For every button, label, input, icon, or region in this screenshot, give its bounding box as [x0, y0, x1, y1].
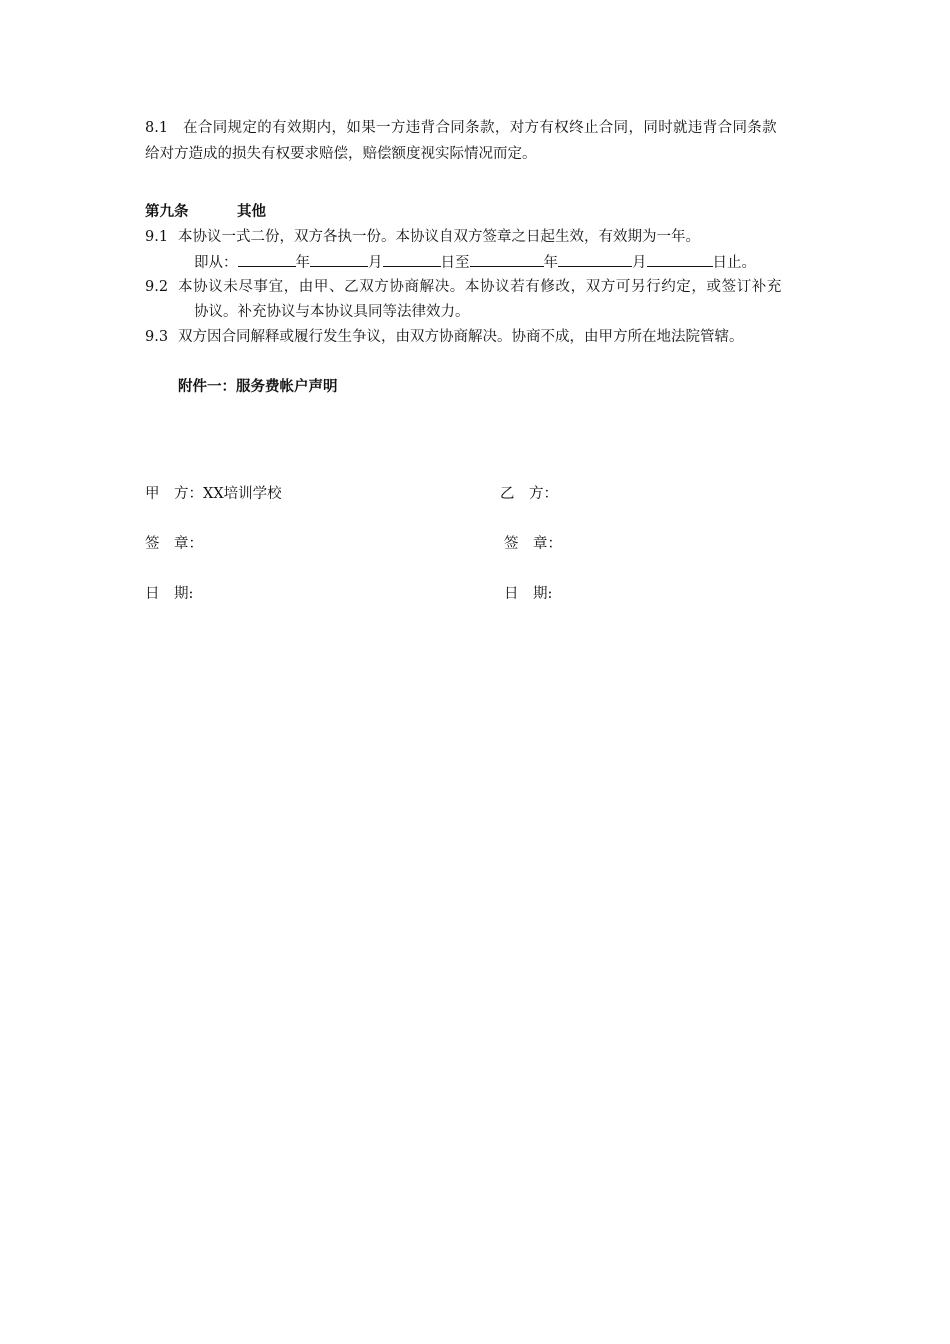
end-day-blank[interactable] [647, 252, 713, 267]
clause-8-1-line1 [145, 118, 777, 138]
year-label: 年 [295, 255, 310, 271]
clause-text: 本协议未尽事宜，由甲、乙双方协商解决。本协议若有修改，双方可另行约定，或签订补充 [178, 279, 782, 295]
year-blank[interactable] [238, 252, 296, 267]
party-a-label: 甲 方： [145, 486, 203, 502]
section-number: 第九条 [145, 203, 189, 220]
clause-number: 8.1 [145, 120, 169, 136]
validity-period-line [194, 252, 756, 273]
party-a-row [145, 484, 282, 504]
end-day-label: 日止。 [712, 255, 756, 271]
clause-number: 9.3 [145, 329, 169, 345]
party-a-name: XX培训学校 [203, 486, 282, 502]
clause-9-3 [145, 327, 744, 347]
clause-9-1 [145, 227, 700, 247]
clause-text: 协议。补充协议与本协议具同等法律效力。 [194, 304, 470, 320]
end-year-blank[interactable] [470, 252, 544, 267]
clause-text: 给对方造成的损失有权要求赔偿，赔偿额度视实际情况而定。 [145, 146, 537, 162]
section-title: 其他 [237, 203, 266, 220]
day-blank[interactable] [383, 252, 441, 267]
clause-text: 在合同规定的有效期内，如果一方违背合同条款，对方有权终止合同，同时就违背合同条款 [183, 120, 777, 136]
clause-text: 双方因合同解释或履行发生争议，由双方协商解决。协商不成，由甲方所在地法院管辖。 [178, 329, 744, 345]
party-a-date: 日 期: [145, 586, 194, 602]
party-b-label: 乙 方： [500, 486, 558, 502]
clause-text: 本协议一式二份，双方各执一份。本协议自双方签章之日起生效，有效期为一年。 [178, 229, 700, 245]
party-a-seal: 签 章： [145, 536, 203, 552]
day-to-label: 日至 [440, 255, 470, 271]
clause-8-1-line2 [145, 144, 537, 164]
end-month-blank[interactable] [558, 252, 632, 267]
period-prefix: 即从： [194, 255, 238, 271]
end-month-label: 月 [632, 255, 647, 271]
month-blank[interactable] [310, 252, 368, 267]
clause-9-2-cont [194, 302, 470, 322]
month-label: 月 [368, 255, 383, 271]
party-b-date: 日 期: [504, 586, 553, 602]
attachment-title: 附件一：服务费帐户声明 [178, 378, 338, 395]
clause-number: 9.2 [145, 279, 169, 295]
clause-9-2 [145, 277, 782, 297]
end-year-label: 年 [543, 255, 558, 271]
clause-number: 9.1 [145, 229, 169, 245]
section-heading [145, 202, 266, 222]
party-b-seal: 签 章： [504, 536, 562, 552]
